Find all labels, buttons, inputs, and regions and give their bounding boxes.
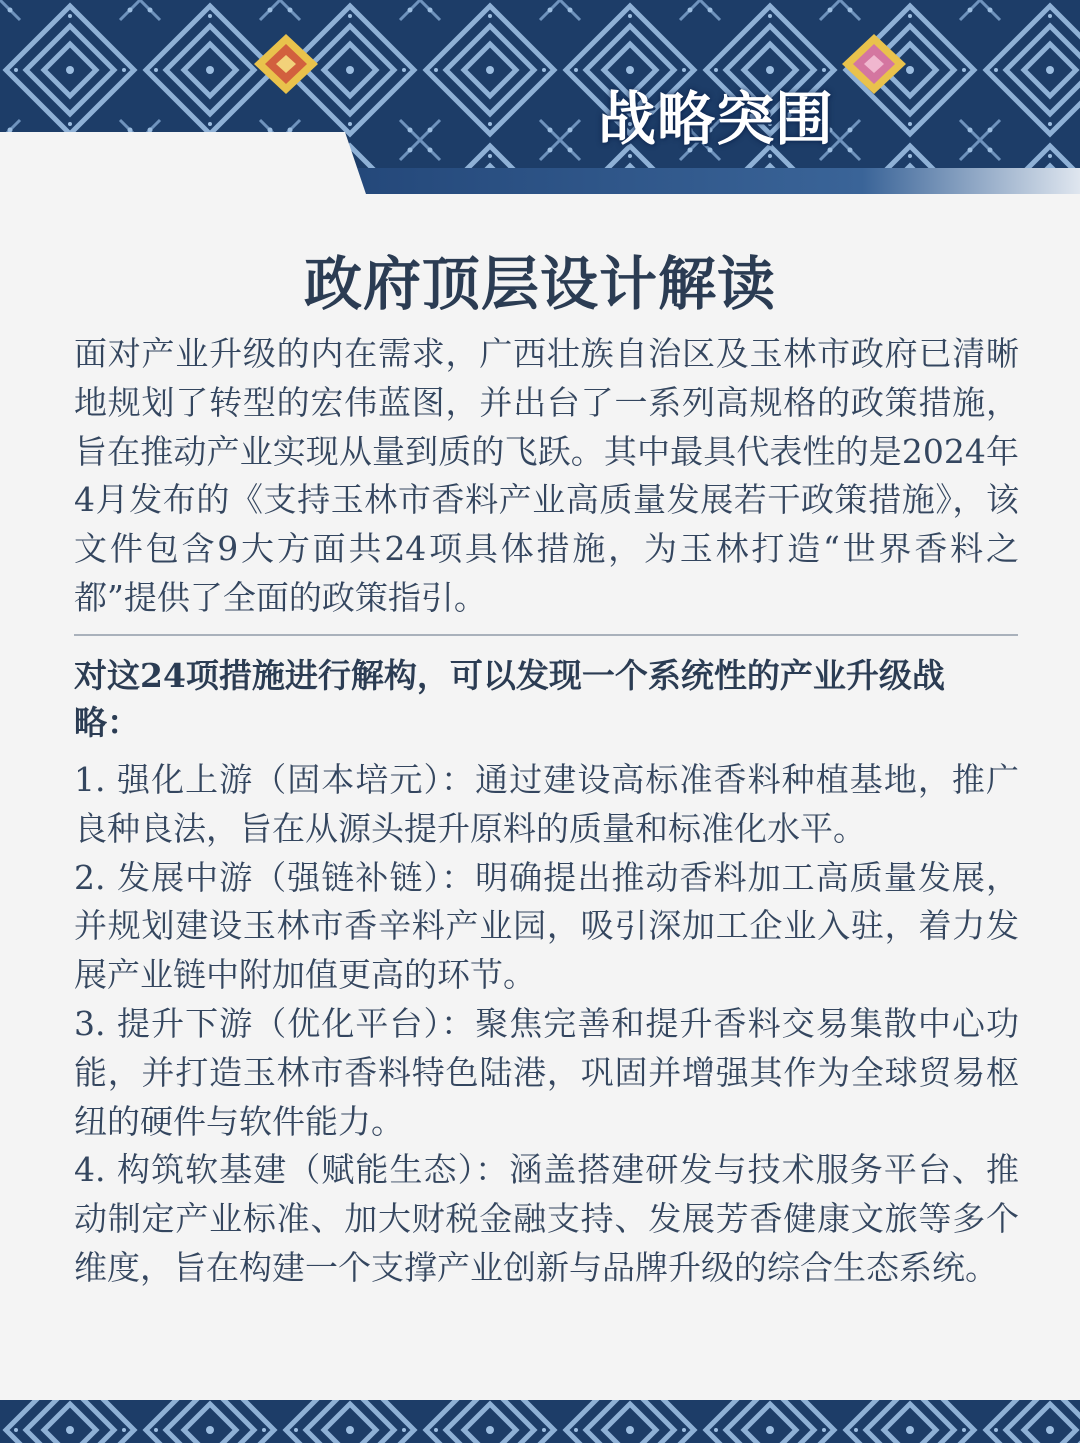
divider	[74, 634, 1018, 636]
header-banner	[0, 0, 1080, 200]
strategy-item-text: 3. 提升下游（优化平台）：聚焦完善和提升香料交易集散中心功能，并打造玉林市香料特色陆港，巩固并增强其作为全球贸易枢纽的硬件与软件能力。	[74, 1003, 1019, 1141]
section-title: 政府顶层设计解读	[303, 250, 776, 318]
banner-title: 战略突围	[598, 85, 835, 153]
strategy-item-text: 2. 发展中游（强链补链）：明确提出推动香料加工高质量发展，并规划建设玉林市香辛料产业园，吸引深加工企业入驻，着力发展产业链中附加值更高的环节。	[74, 857, 1019, 995]
intro-paragraph: 面对产业升级的内在需求，广西壮族自治区及玉林市政府已清晰地规划了转型的宏伟蓝图，并出台了一系列高规格的政策措施，旨在推动产业实现从量到质的飞跃。其中最具代表性的是2024年4月发布的《支持玉林市香料产业高质量发展若干政策措施》，该文件包含9大方面共24项具体措施，为玉林打造“世界香料之都”提供了全面的政策指引。	[74, 334, 1019, 617]
footer-pattern-band	[0, 1400, 1080, 1443]
strategy-item-midstream	[74, 854, 1019, 1000]
strategy-item-text: 1. 强化上游（固本培元）：通过建设高标准香料种植基地，推广良种良法，旨在从源头提升原料的质量和标准化水平。	[74, 760, 1019, 848]
ethnic-pattern-footer	[0, 1400, 1080, 1443]
ethnic-pattern-banner	[0, 0, 1080, 200]
strategy-item-downstream	[74, 1000, 1019, 1146]
lead-statement: 对这24项措施进行解构，可以发现一个系统性的产业升级战略：	[74, 656, 945, 742]
strategy-item-text: 4. 构筑软基建（赋能生态）：涵盖搭建研发与技术服务平台、推动制定产业标准、加大财税金融支持、发展芳香健康文旅等多个维度，旨在构建一个支撑产业创新与品牌升级的综合生态系统。	[74, 1150, 1019, 1287]
strategy-item-soft-infrastructure	[74, 1146, 1019, 1292]
strategy-list	[74, 756, 1019, 1293]
strategy-item-upstream	[74, 756, 1019, 854]
